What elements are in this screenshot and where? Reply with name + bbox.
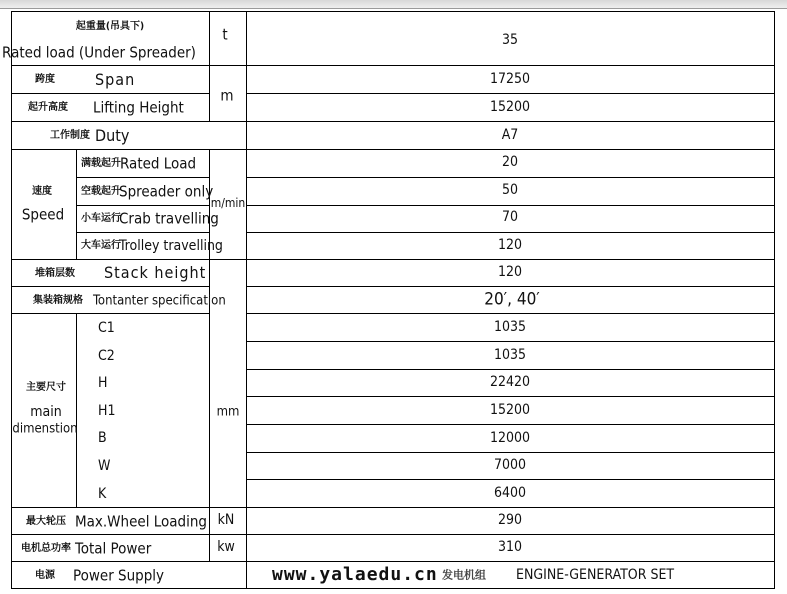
- stack-height-en: Stack height: [104, 263, 207, 282]
- watermark: www.yalaedu.cn: [272, 564, 438, 585]
- cell-speed-label: [11, 149, 77, 260]
- span-height-unit: m: [220, 86, 234, 105]
- duty-en: Duty: [95, 126, 130, 145]
- span-en: Span: [95, 70, 136, 89]
- speed-item-1-cn: 空载起升: [81, 186, 121, 197]
- main-dimension-en-1: main: [30, 404, 62, 420]
- container-spec-en: Tontanter specification: [93, 293, 226, 309]
- speed-item-1-en: Spreader only: [119, 182, 214, 201]
- stack-height-cn: 堆箱层数: [35, 268, 75, 279]
- total-power-cn: 电机总功率: [21, 543, 71, 554]
- dim-value-0: 1035: [493, 319, 527, 335]
- dim-label-4: B: [98, 430, 107, 446]
- lifting-height-en: Lifting Height: [93, 98, 184, 117]
- power-supply-cn: 电源: [35, 570, 55, 581]
- power-supply-en: Power Supply: [73, 566, 165, 585]
- rated-load-en: Rated load (Under Spreader): [2, 43, 196, 62]
- main-dimension-en-2: dimenstion: [12, 421, 78, 437]
- max-wheel-cn: 最大轮压: [26, 516, 66, 527]
- dim-value-3: 15200: [489, 402, 531, 418]
- speed-cn: 速度: [32, 186, 52, 197]
- dim-value-5: 7000: [493, 457, 527, 473]
- main-dimension-unit: mm: [216, 404, 240, 420]
- dim-label-0: C1: [98, 320, 115, 336]
- max-wheel-en: Max.Wheel Loading: [75, 512, 207, 531]
- dim-label-3: H1: [98, 403, 116, 419]
- speed-item-3-cn: 大车运行: [81, 240, 121, 251]
- duty-value: A7: [501, 127, 519, 143]
- speed-item-2-en: Crab travelling: [119, 209, 219, 228]
- lifting-height-value: 15200: [489, 99, 531, 115]
- speed-value-3: 120: [497, 237, 523, 253]
- speed-value-2: 70: [501, 209, 519, 225]
- rated-load-cn: 起重量(吊具下): [75, 21, 145, 32]
- window-top-edge: [0, 0, 787, 9]
- duty-cn: 工作制度: [50, 130, 90, 141]
- rated-load-value: 35: [501, 32, 519, 48]
- dim-label-6: K: [98, 486, 107, 502]
- cell-dimension-labels: [76, 313, 210, 508]
- dim-value-6: 6400: [493, 485, 527, 501]
- power-supply-value: ENGINE-GENERATOR SET: [516, 567, 675, 583]
- speed-en: Speed: [21, 205, 65, 224]
- max-wheel-unit: kN: [217, 512, 235, 528]
- dim-label-1: C2: [98, 348, 115, 364]
- container-spec-value: 20′, 40′: [484, 289, 540, 310]
- max-wheel-value: 290: [497, 512, 523, 528]
- total-power-value: 310: [497, 539, 523, 555]
- dim-value-2: 22420: [489, 374, 531, 390]
- power-supply-value-cn: 发电机组: [442, 568, 486, 582]
- speed-value-1: 50: [501, 182, 519, 198]
- span-value: 17250: [489, 71, 531, 87]
- total-power-unit: kw: [217, 539, 235, 555]
- lifting-height-cn: 起升高度: [28, 102, 68, 113]
- main-dimension-cn: 主要尺寸: [26, 382, 66, 393]
- rated-load-unit: t: [222, 25, 228, 44]
- total-power-en: Total Power: [75, 539, 152, 558]
- span-cn: 跨度: [35, 74, 55, 85]
- speed-item-2-cn: 小车运行: [81, 213, 121, 224]
- dim-value-1: 1035: [493, 347, 527, 363]
- stack-height-value: 120: [497, 264, 523, 280]
- speed-item-0-en: Rated Load: [120, 154, 197, 173]
- speed-item-0-cn: 满载起升: [81, 158, 121, 169]
- speed-unit: m/min: [210, 196, 246, 210]
- dim-label-2: H: [98, 375, 108, 391]
- container-spec-cn: 集装箱规格: [33, 295, 83, 306]
- dim-label-5: W: [98, 458, 111, 474]
- speed-item-3-en: Trolley travelling: [119, 238, 223, 254]
- dim-value-4: 12000: [489, 430, 531, 446]
- speed-value-0: 20: [501, 154, 519, 170]
